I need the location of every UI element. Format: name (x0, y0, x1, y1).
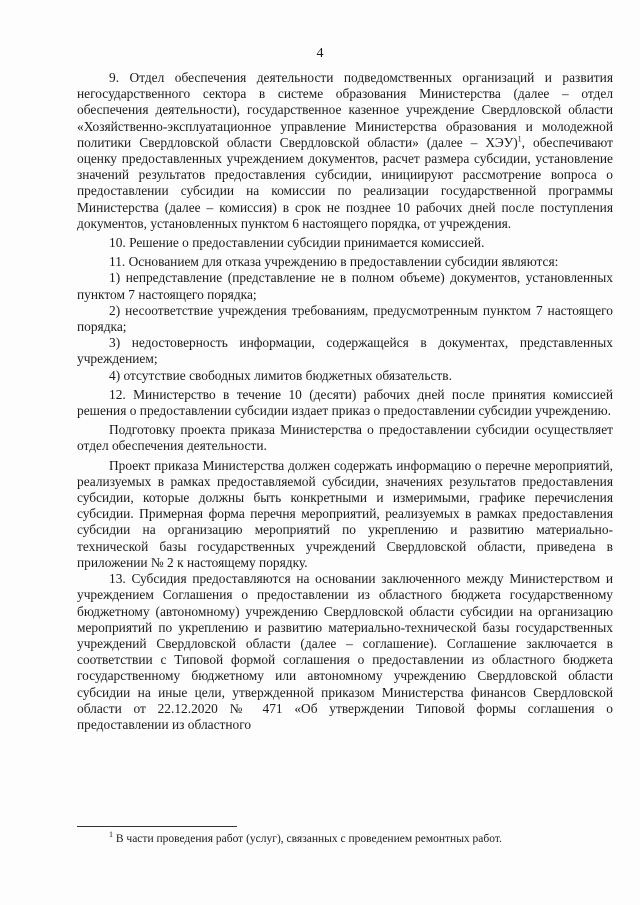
list-item-4: 4) отсутствие свободных лимитов бюджетных обязательств. (109, 367, 452, 383)
paragraph-11: 11. Основанием для отказа учреждению в предоставлении субсидии являются: (109, 254, 559, 270)
paragraph-12-order-content: Проект приказа Министерства должен содержать информацию о перечне мероприятий, реализуемых в рамках предоставляемой субсидии, значениях результатов предоставления субсидии, которые должны быть конкретными и измеримыми, графике перечисления субсидии. Примерная форма перечня мероприятий, реализуемых в рамках предоставления субсидии на организацию мероприятий по укреплению и развитию материально-технической базы государственных учреждений Свердловской области, приведена в приложении № 2 к настоящему порядку. (77, 457, 613, 570)
list-item-1: 1) непредставление (представление не в полном объеме) документов, установленных пунктом 7 настоящего порядка; (77, 270, 613, 302)
paragraph-12-order-preparation: Подготовку проекта приказа Министерства о предоставлении субсидии осуществляет отдел обеспечения деятельности. (77, 422, 613, 454)
list-item-2: 2) несоответствие учреждения требованиям, предусмотренным пунктом 7 настоящего порядка; (77, 302, 613, 335)
footnote-reference: 1 (517, 134, 522, 144)
document-body (77, 70, 613, 733)
footnote-marker: 1 (109, 830, 113, 840)
footnote (109, 832, 609, 846)
paragraph-9 (77, 70, 613, 232)
paragraph-9-tail: , обеспечивают оценку предоставленных учреждением документов, расчет размера субсидии, установление значений результатов предоставления субсидии, инициируют рассмотрение вопроса о предоставлении субсидии на комиссии по реализации государственной программы Министерства (далее – комиссия) в срок не позднее 10 рабочих дней после поступления документов, установленных пунктом 6 настоящего порядка, от учреждения. (77, 134, 613, 231)
page-number: 4 (316, 46, 324, 61)
paragraph-9-text: 9. Отдел обеспечения деятельности подведомственных организаций и развития негосударственного сектора в системе образования Министерства (далее – отдел обеспечения деятельности), государственное казенное учреждение Свердловской области «Хозяйственно-эксплуатационное управление Министерства образования и молодежной политики Свердловской области Свердловской области» (далее – ХЭУ) (77, 70, 613, 150)
paragraph-12: 12. Министерство в течение 10 (десяти) рабочих дней после принятия комиссией решения о предоставлении субсидии издает приказ о предоставлении субсидии учреждению. (77, 386, 613, 419)
paragraph-13: 13. Субсидия предоставляются на основании заключенного между Министерством и учреждением Соглашения о предоставлении из областного бюджета государственному бюджетному (автономному) учреждению Свердловской области субсидии на организацию мероприятий по укреплению и развитию материально-технической базы государственных учреждений Свердловской области (далее – соглашение). Соглашение заключается в соответствии с Типовой формой соглашения о предоставлении из областного бюджета государственному бюджетному или автономному учреждению Свердловской области субсидии на иные цели, утвержденной приказом Министерства финансов Свердловской области от 22.12.2020 № 471 «Об утверждении Типовой формы соглашения о предоставлении из областного (77, 571, 613, 732)
footnote-separator (77, 826, 237, 827)
paragraph-10: 10. Решение о предоставлении субсидии принимается комиссией. (109, 235, 485, 251)
footnote-text: В части проведения работ (услуг), связанных с проведением ремонтных работ. (113, 833, 502, 845)
list-item-3: 3) недостоверность информации, содержащейся в документах, представленных учреждением; (77, 335, 613, 367)
